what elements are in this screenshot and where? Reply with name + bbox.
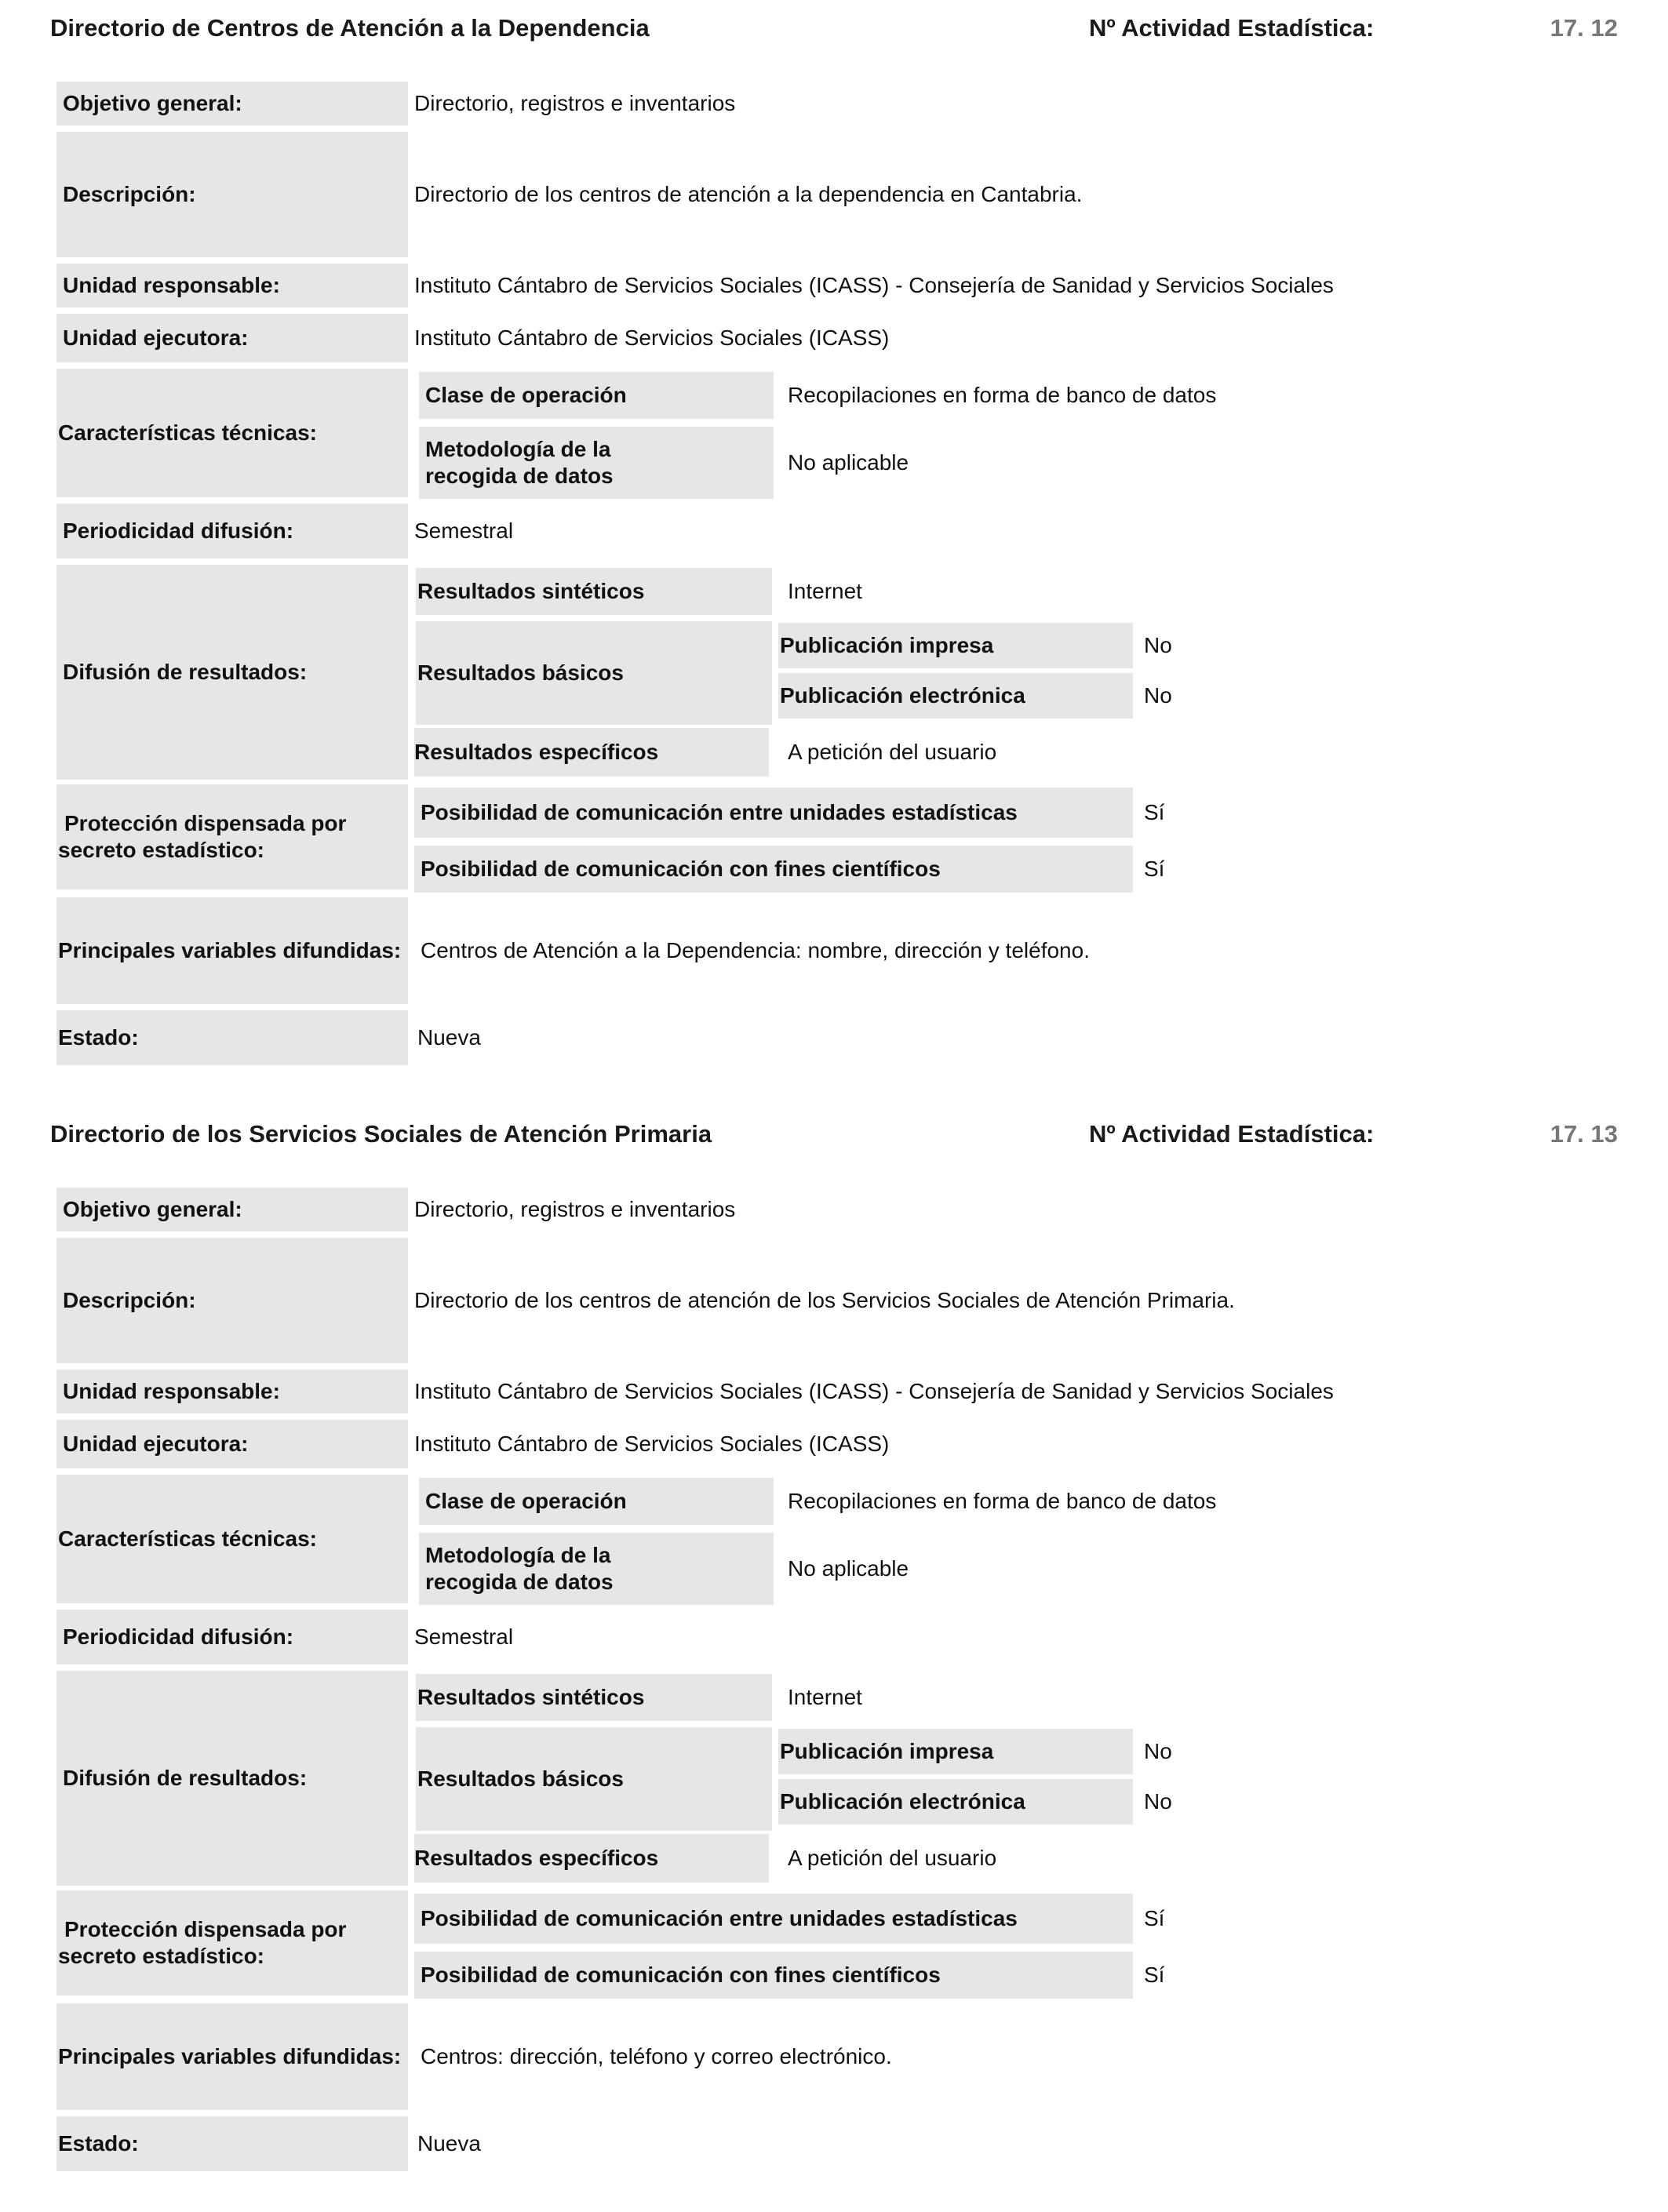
clase-operacion-label: Clase de operación xyxy=(419,372,774,419)
publicacion-electronica-label: Publicación electrónica xyxy=(778,673,1133,719)
unidad-ejecutora-value: Instituto Cántabro de Servicios Sociales (ICASS) xyxy=(414,1432,890,1457)
activity-section xyxy=(0,1106,1668,2212)
section-title: Directorio de los Servicios Sociales de Atención Primaria xyxy=(50,1120,712,1148)
comunicacion-unidades-value: Sí xyxy=(1144,1906,1165,1931)
descripcion-value: Directorio de los centros de atención de los Servicios Sociales de Atención Primaria. xyxy=(414,1288,1235,1313)
metodologia-label xyxy=(419,1533,774,1605)
publicacion-electronica-value: No xyxy=(1144,1789,1172,1814)
comunicacion-unidades-label: Posibilidad de comunicación entre unidades estadísticas xyxy=(414,788,1133,838)
caracteristicas-label: Características técnicas: xyxy=(56,369,408,497)
activity-number: 17. 13 xyxy=(1550,1120,1618,1148)
resultados-sinteticos-label: Resultados sintéticos xyxy=(416,568,772,615)
estado-label: Estado: xyxy=(56,1010,408,1065)
caracteristicas-label: Características técnicas: xyxy=(56,1475,408,1603)
publicacion-impresa-value: No xyxy=(1144,633,1172,658)
resultados-basicos-label: Resultados básicos xyxy=(416,1727,772,1831)
comunicacion-cientificos-label: Posibilidad de comunicación con fines científicos xyxy=(414,1952,1133,1999)
comunicacion-cientificos-label: Posibilidad de comunicación con fines científicos xyxy=(414,846,1133,893)
variables-label: Principales variables difundidas: xyxy=(56,2003,408,2110)
proteccion-label xyxy=(56,784,408,890)
proteccion-label-line2: secreto estadístico: xyxy=(58,838,264,862)
metodologia-label-line2: recogida de datos xyxy=(425,464,614,488)
resultados-especificos-value: A petición del usuario xyxy=(788,740,997,765)
section-title: Directorio de Centros de Atención a la Dependencia xyxy=(50,14,650,42)
unidad-ejecutora-label: Unidad ejecutora: xyxy=(56,314,408,362)
metodologia-label-line2: recogida de datos xyxy=(425,1570,614,1594)
unidad-responsable-value: Instituto Cántabro de Servicios Sociales (ICASS) - Consejería de Sanidad y Servicios Sociales xyxy=(414,1379,1334,1404)
metodologia-value: No aplicable xyxy=(788,1556,909,1581)
objetivo-value: Directorio, registros e inventarios xyxy=(414,1197,736,1222)
descripcion-label: Descripción: xyxy=(56,1238,408,1363)
resultados-sinteticos-value: Internet xyxy=(788,579,862,604)
publicacion-impresa-value: No xyxy=(1144,1739,1172,1764)
comunicacion-cientificos-value: Sí xyxy=(1144,857,1165,882)
periodicidad-label: Periodicidad difusión: xyxy=(56,1610,408,1664)
objetivo-label: Objetivo general: xyxy=(56,82,408,126)
unidad-ejecutora-label: Unidad ejecutora: xyxy=(56,1420,408,1468)
difusion-label: Difusión de resultados: xyxy=(56,1671,408,1886)
publicacion-impresa-label: Publicación impresa xyxy=(778,623,1133,668)
objetivo-value: Directorio, registros e inventarios xyxy=(414,91,736,116)
comunicacion-cientificos-value: Sí xyxy=(1144,1963,1165,1988)
metodologia-label-line1: Metodología de la xyxy=(425,437,611,462)
metodologia-label-line1: Metodología de la xyxy=(425,1543,611,1568)
periodicidad-label: Periodicidad difusión: xyxy=(56,504,408,558)
clase-operacion-value: Recopilaciones en forma de banco de datos xyxy=(788,1489,1217,1514)
variables-value: Centros: dirección, teléfono y correo electrónico. xyxy=(421,2044,892,2069)
unidad-responsable-value: Instituto Cántabro de Servicios Sociales (ICASS) - Consejería de Sanidad y Servicios Sociales xyxy=(414,273,1334,298)
descripcion-label: Descripción: xyxy=(56,132,408,257)
proteccion-label-line1: Protección dispensada por xyxy=(64,811,347,836)
activity-label: Nº Actividad Estadística: xyxy=(1089,14,1375,42)
unidad-responsable-label: Unidad responsable: xyxy=(56,264,408,307)
descripcion-value: Directorio de los centros de atención a la dependencia en Cantabria. xyxy=(414,182,1083,207)
objetivo-label: Objetivo general: xyxy=(56,1188,408,1232)
publicacion-impresa-label: Publicación impresa xyxy=(778,1729,1133,1774)
resultados-especificos-label: Resultados específicos xyxy=(414,728,769,777)
publicacion-electronica-label: Publicación electrónica xyxy=(778,1779,1133,1825)
variables-label: Principales variables difundidas: xyxy=(56,897,408,1004)
estado-label: Estado: xyxy=(56,2116,408,2171)
resultados-especificos-label: Resultados específicos xyxy=(414,1834,769,1883)
periodicidad-value: Semestral xyxy=(414,518,514,544)
proteccion-label-line2: secreto estadístico: xyxy=(58,1944,264,1968)
resultados-basicos-label: Resultados básicos xyxy=(416,621,772,725)
proteccion-label xyxy=(56,1890,408,1996)
comunicacion-unidades-label: Posibilidad de comunicación entre unidades estadísticas xyxy=(414,1894,1133,1944)
estado-value: Nueva xyxy=(417,2131,481,2156)
unidad-responsable-label: Unidad responsable: xyxy=(56,1370,408,1413)
metodologia-value: No aplicable xyxy=(788,450,909,475)
difusion-label: Difusión de resultados: xyxy=(56,565,408,780)
resultados-sinteticos-value: Internet xyxy=(788,1685,862,1710)
periodicidad-value: Semestral xyxy=(414,1624,514,1650)
clase-operacion-value: Recopilaciones en forma de banco de datos xyxy=(788,383,1217,408)
estado-value: Nueva xyxy=(417,1025,481,1050)
proteccion-label-line1: Protección dispensada por xyxy=(64,1917,347,1942)
clase-operacion-label: Clase de operación xyxy=(419,1478,774,1525)
publicacion-electronica-value: No xyxy=(1144,683,1172,708)
unidad-ejecutora-value: Instituto Cántabro de Servicios Sociales (ICASS) xyxy=(414,326,890,351)
resultados-especificos-value: A petición del usuario xyxy=(788,1846,997,1871)
variables-value: Centros de Atención a la Dependencia: nombre, dirección y teléfono. xyxy=(421,938,1090,963)
metodologia-label xyxy=(419,427,774,499)
comunicacion-unidades-value: Sí xyxy=(1144,800,1165,825)
activity-label: Nº Actividad Estadística: xyxy=(1089,1120,1375,1148)
activity-number: 17. 12 xyxy=(1550,14,1618,42)
resultados-sinteticos-label: Resultados sintéticos xyxy=(416,1674,772,1721)
